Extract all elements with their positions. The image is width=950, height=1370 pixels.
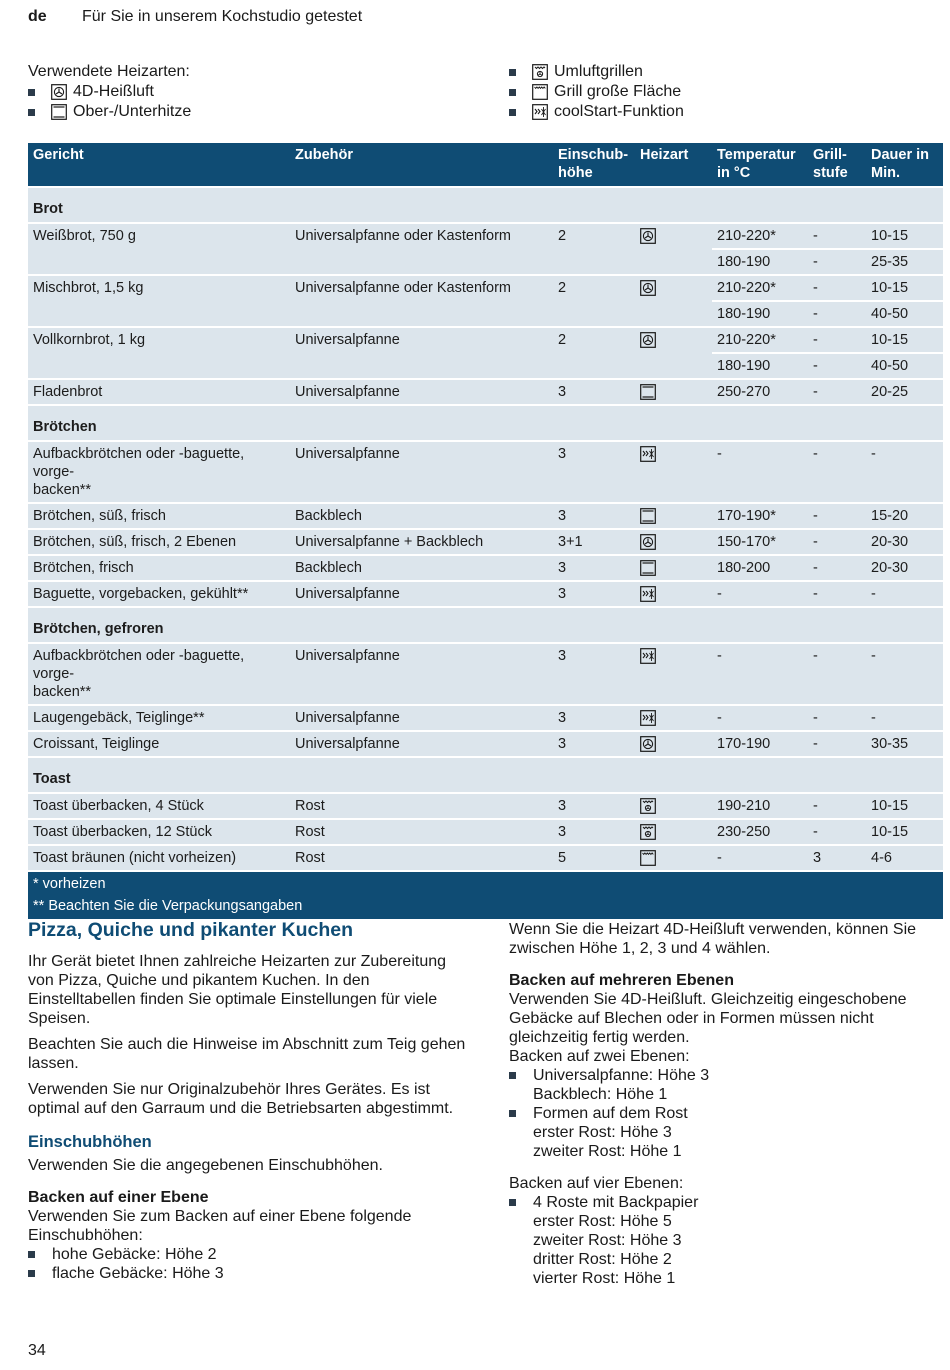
right-column	[509, 920, 944, 1288]
group-row	[28, 187, 943, 223]
paragraph: Verwenden Sie die angegebenen Einschubhöhen.	[28, 1157, 383, 1174]
cell-gericht: Toast überbacken, 4 Stück	[28, 793, 290, 819]
page-number: 34	[28, 1342, 46, 1359]
cell-zubehoer	[290, 353, 553, 379]
list-subitem: zweiter Rost: Höhe 1	[533, 1143, 682, 1160]
col-header-dauer: Dauer in Min.	[866, 143, 943, 187]
cell-dauer: 20-30	[866, 555, 943, 581]
cell-temperatur: -	[712, 581, 808, 607]
cell-gericht: Brötchen, süß, frisch	[28, 503, 290, 529]
group-row	[28, 607, 943, 643]
cell-einschubhoehe: 3	[553, 581, 635, 607]
cell-gericht: Baguette, vorgebacken, gekühlt**	[28, 581, 290, 607]
cell-temperatur: 180-190	[712, 353, 808, 379]
cell-temperatur: 250-270	[712, 379, 808, 405]
list-subitem: vierter Rost: Höhe 1	[533, 1270, 676, 1287]
cell-grillstufe: -	[808, 705, 866, 731]
cell-temperatur: 230-250	[712, 819, 808, 845]
cell-dauer: -	[866, 581, 943, 607]
cell-heizart	[635, 581, 712, 607]
4d-heissluft-icon	[640, 280, 656, 296]
col-header-einschubhoehe: Einschub- höhe	[553, 143, 635, 187]
list-subitem: dritter Rost: Höhe 2	[533, 1251, 672, 1268]
ober-unterhitze-icon	[51, 104, 67, 120]
table-row	[28, 353, 943, 379]
cell-einschubhoehe: 3	[553, 705, 635, 731]
heizart-item	[509, 62, 684, 82]
cell-einschubhoehe: 3+1	[553, 529, 635, 555]
group-heading: Brötchen	[28, 405, 943, 441]
cell-einschubhoehe	[553, 353, 635, 379]
bullet	[28, 1270, 35, 1277]
group-heading: Brötchen, gefroren	[28, 607, 943, 643]
cell-dauer: 15-20	[866, 503, 943, 529]
cell-temperatur: 210-220*	[712, 275, 808, 301]
cell-temperatur: 180-190	[712, 249, 808, 275]
cell-zubehoer: Universalpfanne oder Kastenform	[290, 275, 553, 301]
cell-dauer: 4-6	[866, 845, 943, 871]
cell-heizart	[635, 793, 712, 819]
paragraph: Backen auf vier Ebenen:	[509, 1175, 684, 1192]
cell-einschubhoehe: 3	[553, 503, 635, 529]
grill-grosse-flaeche-icon	[640, 850, 656, 866]
umluftgrillen-icon	[640, 798, 656, 814]
cell-einschubhoehe: 3	[553, 819, 635, 845]
umluftgrillen-icon	[532, 64, 548, 80]
cell-einschubhoehe	[553, 249, 635, 275]
heizarten-list-right	[509, 62, 684, 122]
cell-grillstufe: 3	[808, 845, 866, 871]
cell-grillstufe: -	[808, 529, 866, 555]
cell-grillstufe: -	[808, 555, 866, 581]
cell-grillstufe: -	[808, 441, 866, 503]
cell-dauer: -	[866, 441, 943, 503]
cell-einschubhoehe	[553, 301, 635, 327]
cell-einschubhoehe: 2	[553, 275, 635, 301]
paragraph: Wenn Sie die Heizart 4D-Heißluft verwenden, können Sie zwischen Höhe 1, 2, 3 und 4 wählen.	[509, 921, 917, 957]
left-column	[28, 918, 468, 1283]
cell-dauer: -	[866, 705, 943, 731]
cell-heizart	[635, 705, 712, 731]
cell-zubehoer: Rost	[290, 845, 553, 871]
cell-grillstufe: -	[808, 643, 866, 705]
cell-heizart	[635, 529, 712, 555]
cell-temperatur: 190-210	[712, 793, 808, 819]
cell-gericht: Weißbrot, 750 g	[28, 223, 290, 249]
list-item-text: hohe Gebäcke: Höhe 2	[52, 1246, 217, 1263]
bullet	[28, 109, 35, 116]
cell-zubehoer: Universalpfanne	[290, 581, 553, 607]
cell-temperatur: 210-220*	[712, 223, 808, 249]
cell-zubehoer: Universalpfanne	[290, 705, 553, 731]
cell-dauer: -	[866, 643, 943, 705]
col-header-heizart: Heizart	[635, 143, 712, 187]
cell-grillstufe: -	[808, 581, 866, 607]
cell-heizart	[635, 275, 712, 301]
heizarten-list-left	[28, 62, 191, 122]
footnote-row	[28, 895, 943, 919]
col-header-gericht: Gericht	[28, 143, 290, 187]
list-subitem: zweiter Rost: Höhe 3	[533, 1232, 682, 1249]
minor-heading: Backen auf mehreren Ebenen	[509, 972, 734, 989]
cell-einschubhoehe: 3	[553, 555, 635, 581]
cell-temperatur: -	[712, 705, 808, 731]
table-row	[28, 731, 943, 757]
cell-temperatur: -	[712, 643, 808, 705]
cell-temperatur: 180-190	[712, 301, 808, 327]
subheading: Einschubhöhen	[28, 1133, 152, 1151]
bullet	[509, 109, 516, 116]
cell-dauer: 10-15	[866, 327, 943, 353]
group-row	[28, 757, 943, 793]
coolstart-icon	[640, 648, 656, 664]
cell-heizart	[635, 327, 712, 353]
bullet	[28, 1251, 35, 1258]
list-item-text: flache Gebäcke: Höhe 3	[52, 1265, 224, 1282]
cell-temperatur: -	[712, 441, 808, 503]
cell-heizart	[635, 379, 712, 405]
cell-zubehoer: Universalpfanne	[290, 379, 553, 405]
cell-gericht: Brötchen, frisch	[28, 555, 290, 581]
footnote-packaging: ** Beachten Sie die Verpackungsangaben	[28, 895, 943, 919]
cell-dauer: 40-50	[866, 353, 943, 379]
cell-dauer: 10-15	[866, 819, 943, 845]
cell-zubehoer: Rost	[290, 793, 553, 819]
cell-gericht: Aufbackbrötchen oder -baguette, vorge- backen**	[28, 441, 290, 503]
cell-einschubhoehe: 2	[553, 223, 635, 249]
heizart-label: Ober-/Unterhitze	[73, 103, 192, 120]
cell-einschubhoehe: 5	[553, 845, 635, 871]
cell-heizart	[635, 643, 712, 705]
cell-heizart	[635, 819, 712, 845]
table-row	[28, 581, 943, 607]
cell-temperatur: 210-220*	[712, 327, 808, 353]
ober-unterhitze-icon	[640, 560, 656, 576]
section-title: Für Sie in unserem Kochstudio getestet	[82, 8, 363, 25]
table-row	[28, 379, 943, 405]
cell-temperatur: -	[712, 845, 808, 871]
heizart-item	[28, 102, 191, 122]
cell-dauer: 40-50	[866, 301, 943, 327]
table-row	[28, 555, 943, 581]
coolstart-icon	[640, 446, 656, 462]
cell-heizart	[635, 441, 712, 503]
list-item-text: Formen auf dem Rost	[533, 1105, 688, 1122]
cell-dauer: 30-35	[866, 731, 943, 757]
minor-heading: Backen auf einer Ebene	[28, 1189, 209, 1206]
cell-einschubhoehe: 3	[553, 793, 635, 819]
cell-heizart	[635, 353, 712, 379]
group-heading: Brot	[28, 187, 943, 223]
bullet	[509, 69, 516, 76]
cell-gericht: Toast überbacken, 12 Stück	[28, 819, 290, 845]
cell-gericht: Laugengebäck, Teiglinge**	[28, 705, 290, 731]
col-header-grillstufe: Grill- stufe	[808, 143, 866, 187]
cell-heizart	[635, 301, 712, 327]
bullet	[509, 89, 516, 96]
grill-grosse-flaeche-icon	[532, 84, 548, 100]
heizart-label: coolStart-Funktion	[554, 103, 684, 120]
list-item	[28, 1264, 468, 1283]
cell-dauer: 20-30	[866, 529, 943, 555]
cell-heizart	[635, 249, 712, 275]
heizart-label: 4D-Heißluft	[73, 83, 154, 100]
cell-temperatur: 150-170*	[712, 529, 808, 555]
cell-zubehoer: Universalpfanne	[290, 731, 553, 757]
table-row	[28, 249, 943, 275]
cell-gericht	[28, 353, 290, 379]
cell-dauer: 10-15	[866, 223, 943, 249]
cell-einschubhoehe: 3	[553, 643, 635, 705]
list-item-text: Universalpfanne: Höhe 3	[533, 1067, 710, 1084]
list-subitem: erster Rost: Höhe 3	[533, 1124, 672, 1141]
list-item	[509, 1066, 944, 1085]
cell-grillstufe: -	[808, 327, 866, 353]
cell-gericht: Fladenbrot	[28, 379, 290, 405]
cell-gericht	[28, 301, 290, 327]
cell-zubehoer: Universalpfanne	[290, 643, 553, 705]
cell-temperatur: 170-190	[712, 731, 808, 757]
table-row	[28, 275, 943, 301]
cell-zubehoer: Backblech	[290, 503, 553, 529]
table-row	[28, 845, 943, 871]
cell-einschubhoehe: 3	[553, 379, 635, 405]
cell-heizart	[635, 845, 712, 871]
cell-heizart	[635, 731, 712, 757]
table-row	[28, 441, 943, 503]
paragraph: Backen auf zwei Ebenen:	[509, 1048, 690, 1065]
cell-zubehoer	[290, 301, 553, 327]
coolstart-icon	[640, 586, 656, 602]
cell-dauer: 10-15	[866, 275, 943, 301]
cell-grillstufe: -	[808, 731, 866, 757]
cell-gericht: Brötchen, süß, frisch, 2 Ebenen	[28, 529, 290, 555]
cell-heizart	[635, 555, 712, 581]
list-item	[28, 1245, 468, 1264]
4d-heissluft-icon	[51, 84, 67, 100]
cell-zubehoer	[290, 249, 553, 275]
ober-unterhitze-icon	[640, 508, 656, 524]
cell-zubehoer: Universalpfanne oder Kastenform	[290, 223, 553, 249]
col-header-zubehoer: Zubehör	[290, 143, 553, 187]
table-row	[28, 529, 943, 555]
heizarten-title: Verwendete Heizarten:	[28, 63, 190, 80]
table-row	[28, 301, 943, 327]
list-item	[509, 1193, 944, 1212]
list-subitem: erster Rost: Höhe 5	[533, 1213, 672, 1230]
heizart-label: Umluftgrillen	[554, 63, 643, 80]
cell-grillstufe: -	[808, 793, 866, 819]
cell-grillstufe: -	[808, 223, 866, 249]
cell-temperatur: 180-200	[712, 555, 808, 581]
coolstart-icon	[532, 104, 548, 120]
cell-grillstufe: -	[808, 379, 866, 405]
table-row	[28, 327, 943, 353]
cell-heizart	[635, 223, 712, 249]
4d-heissluft-icon	[640, 332, 656, 348]
table-row	[28, 793, 943, 819]
cell-dauer: 25-35	[866, 249, 943, 275]
cell-grillstufe: -	[808, 353, 866, 379]
paragraph: Verwenden Sie nur Originalzubehör Ihres Gerätes. Es ist optimal auf den Garraum und die Betriebsarten abgestimmt.	[28, 1081, 454, 1117]
table-row	[28, 819, 943, 845]
list-subitem: Backblech: Höhe 1	[533, 1086, 668, 1103]
heizart-item	[509, 82, 684, 102]
bullet	[28, 89, 35, 96]
cell-gericht: Aufbackbrötchen oder -baguette, vorge- backen**	[28, 643, 290, 705]
cell-temperatur: 170-190*	[712, 503, 808, 529]
list-item-text: 4 Roste mit Backpapier	[533, 1194, 699, 1211]
cell-gericht	[28, 249, 290, 275]
paragraph: Beachten Sie auch die Hinweise im Abschnitt zum Teig gehen lassen.	[28, 1036, 466, 1072]
paragraph: Verwenden Sie 4D-Heißluft. Gleichzeitig eingeschobene Gebäcke auf Blechen oder in Formen müssen nicht gleichzeitig fertig werden.	[509, 991, 907, 1046]
bullet	[509, 1072, 516, 1079]
cell-zubehoer: Universalpfanne	[290, 441, 553, 503]
bullet	[509, 1199, 516, 1206]
group-heading: Toast	[28, 757, 943, 793]
footnote-row	[28, 871, 943, 895]
cell-einschubhoehe: 3	[553, 441, 635, 503]
heizart-item	[509, 102, 684, 122]
paragraph: Ihr Gerät bietet Ihnen zahlreiche Heizarten zur Zubereitung von Pizza, Quiche und pikantem Kuchen. In den Einstelltabellen finden Sie optimale Einstellungen für viele Speisen.	[28, 953, 447, 1027]
umluftgrillen-icon	[640, 824, 656, 840]
cell-zubehoer: Universalpfanne + Backblech	[290, 529, 553, 555]
coolstart-icon	[640, 710, 656, 726]
cell-einschubhoehe: 2	[553, 327, 635, 353]
bullet	[509, 1110, 516, 1117]
4d-heissluft-icon	[640, 228, 656, 244]
list-item	[509, 1104, 944, 1123]
col-header-temperatur: Temperatur in °C	[712, 143, 808, 187]
table-header-row	[28, 143, 943, 187]
heizart-item	[28, 82, 191, 102]
cell-dauer: 10-15	[866, 793, 943, 819]
cell-zubehoer: Universalpfanne	[290, 327, 553, 353]
cell-gericht: Mischbrot, 1,5 kg	[28, 275, 290, 301]
table-row	[28, 643, 943, 705]
paragraph: Verwenden Sie zum Backen auf einer Ebene folgende Einschubhöhen:	[28, 1208, 412, 1244]
cell-grillstufe: -	[808, 275, 866, 301]
cell-grillstufe: -	[808, 503, 866, 529]
table-row	[28, 503, 943, 529]
cell-gericht: Toast bräunen (nicht vorheizen)	[28, 845, 290, 871]
section-heading: Pizza, Quiche und pikanter Kuchen	[28, 919, 354, 941]
ober-unterhitze-icon	[640, 384, 656, 400]
cell-gericht: Vollkornbrot, 1 kg	[28, 327, 290, 353]
footnote-preheat: * vorheizen	[28, 871, 943, 895]
cell-grillstufe: -	[808, 301, 866, 327]
language-code: de	[28, 8, 47, 25]
4d-heissluft-icon	[640, 736, 656, 752]
4d-heissluft-icon	[640, 534, 656, 550]
group-row	[28, 405, 943, 441]
cell-heizart	[635, 503, 712, 529]
baking-table	[28, 143, 943, 919]
table-row	[28, 223, 943, 249]
cell-grillstufe: -	[808, 249, 866, 275]
cell-gericht: Croissant, Teiglinge	[28, 731, 290, 757]
cell-dauer: 20-25	[866, 379, 943, 405]
cell-zubehoer: Rost	[290, 819, 553, 845]
cell-zubehoer: Backblech	[290, 555, 553, 581]
heizart-label: Grill große Fläche	[554, 83, 682, 100]
table-row	[28, 705, 943, 731]
cell-einschubhoehe: 3	[553, 731, 635, 757]
cell-grillstufe: -	[808, 819, 866, 845]
